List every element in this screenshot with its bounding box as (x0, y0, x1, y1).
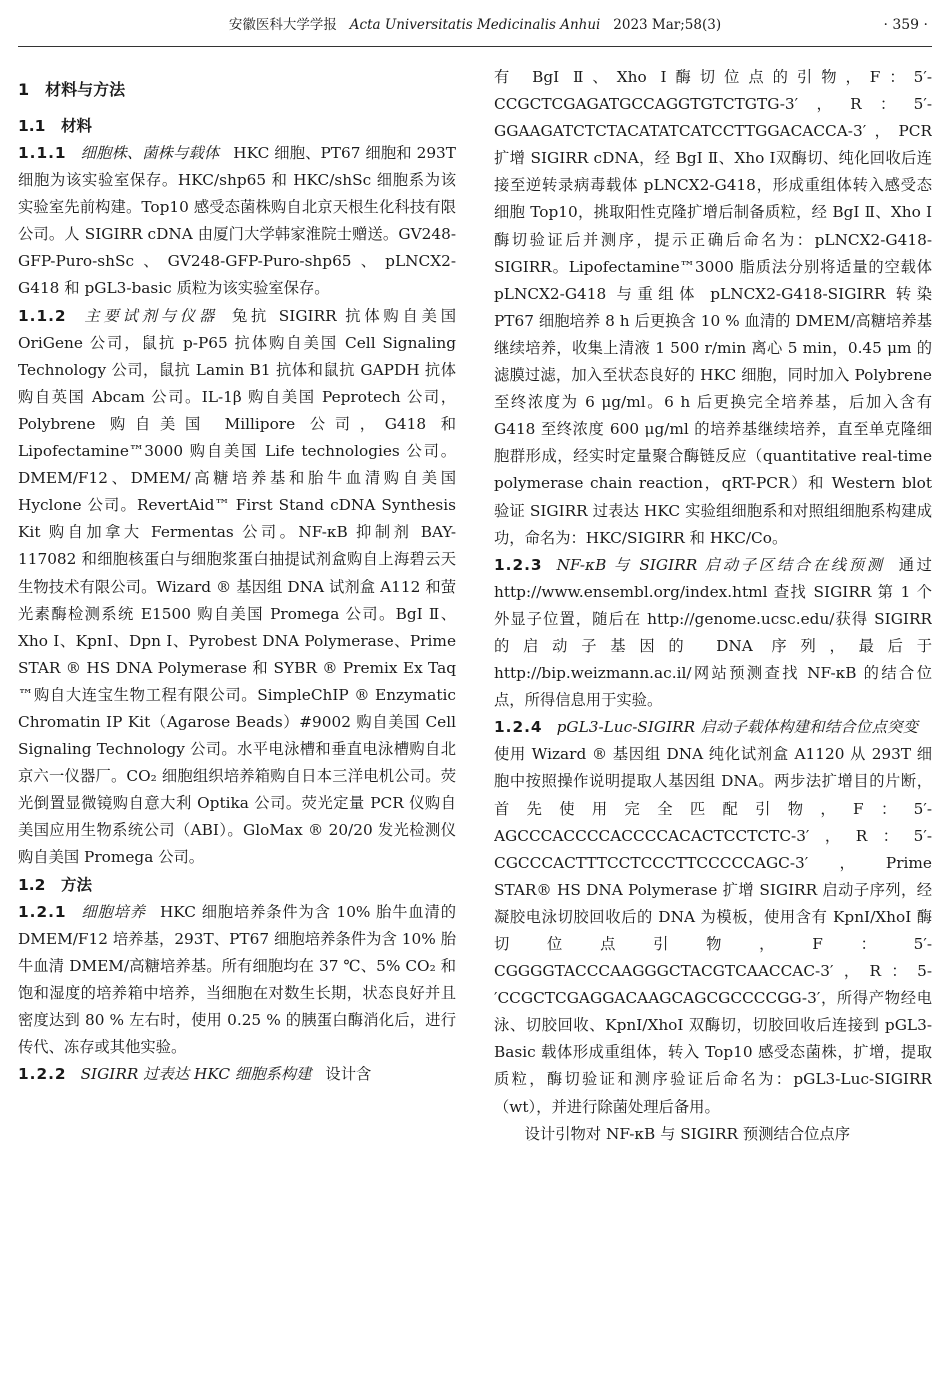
page-header (18, 12, 932, 38)
paragraph-1-1-2 (18, 303, 456, 872)
header-rule (18, 46, 932, 47)
paragraph-1-2-4 (494, 714, 932, 1120)
paragraph-last: 设计引物对 NF-κB 与 SIGIRR 预测结合位点序 (524, 1124, 851, 1143)
subsubsection-number: 1.1.1 (18, 144, 67, 162)
subsubsection-number: 1.2.1 (18, 902, 67, 921)
paragraph-text: 通过 http://www.ensembl.org/index.html 查找 SIGIRR 第 1 个外显子位置，随后在 http://genome.ucsc.edu/获得 SIGIRR 的启动子基因的 DNA 序列，最后于 http://bip.weizmann.ac.il/网站预测查找 NF-κB 的结合位点，所得信息用于实验。 (494, 555, 932, 710)
paragraph-1-2-1 (18, 899, 456, 1062)
subsubsection-number: 1.1.2 (18, 306, 67, 325)
subsubsection-number: 1.2.4 (494, 718, 543, 737)
subsubsection-title: 主要试剂与仪器 (80, 306, 218, 325)
subsubsection-title: 细胞株、菌株与载体 (80, 144, 220, 162)
section-heading-1: 1 材料与方法 (18, 80, 126, 99)
paragraph-1-2-3 (494, 552, 932, 715)
paragraph-text: 设计含 (325, 1065, 372, 1084)
paragraph-text: HKC 细胞培养条件为含 10% 胎牛血清的 DMEM/F12 培养基，293T、PT67 细胞培养条件为含 10% 胎牛血清 DMEM/高糖培养基。所有细胞均在 37 ℃、5% CO₂ 和饱和湿度的培养箱中培养，当细胞在对数生长期，状态良好并且密度达到 80 % 左右时，使用 0.25 % 的胰蛋白酶消化后，进行传代、冻存或其他实验。 (18, 902, 456, 1056)
subsubsection-number: 1.2.3 (494, 555, 543, 574)
paragraph-text: 使用 Wizard ® 基因组 DNA 纯化试剂盒 A1120 从 293T 细胞中按照操作说明提取人基因组 DNA。两步法扩增目的片断，首先使用完全匹配引物，F：5′-AGCCCACCCCACCCCACACTCCTCTC-3′，R：5′-CGCCCACTTTCCTCCCTTCCCCCAGC-3′，Prime STAR® HS DNA Polymerase 扩增 SIGIRR 启动子序列，经凝胶电泳切胶回收后的 DNA 为模板，使用含有 KpnI/XhoI 酶切位点引物，F：5′-CGGGGTACCCAAGGGCTACGTCAACCAC-3′，R：5-′CCGCTCGAGGACAAGCAGCGCCCCGG-3′，所得产物经电泳、切胶回收、KpnI/XhoI 双酶切，切胶回收后连接到 pGL3-Basic 载体形成重组体，转入 Top10 感受态菌株，扩增，提取质粒，酶切验证和测序验证后命名为：pGL3-Luc-SIGIRR（wt），并进行除菌处理后备用。 (494, 745, 932, 1116)
subsection-heading-1-1: 1.1 材料 (18, 117, 92, 135)
page-number: · 359 · (883, 17, 928, 33)
journal-title-en: Acta Universitatis Medicinalis Anhui (349, 17, 601, 33)
paragraph-text: HKC 细胞、PT67 细胞和 293T 细胞为该实验室保存。HKC/shp65 和 HKC/shSc 细胞系为该实验室先前构建。Top10 感受态菌株购自北京天根生化科技有限公司。人 SIGIRR cDNA 由厦门大学韩家淮院士赠送。GV248-GFP-Puro-shSc、GV248-GFP-Puro-shp65、pLNCX2-G418 和 pGL3-basic 质粒为该实验室保存。 (18, 144, 456, 298)
paragraph-1-2-2 (18, 1061, 456, 1088)
subsubsection-title: SIGIRR 过表达 HKC 细胞系构建 (80, 1065, 312, 1084)
running-head (18, 12, 932, 38)
paragraph-1-2-2-continued: 有 BgI Ⅱ、Xho Ⅰ酶切位点的引物，F：5′-CCGCTCGAGATGCCAGGTGTCTGTG-3′，R：5′-GGAAGATCTCTACATATCATCCTTGGACACCA-3′，PCR 扩增 SIGIRR cDNA，经 BgI Ⅱ、Xho Ⅰ双酶切、纯化回收后连接至逆转录病毒载体 pLNCX2-G418，形成重组体转入感受态细胞 Top10，挑取阳性克隆扩增后制备质粒，经 BgI Ⅱ、Xho Ⅰ酶切验证后并测序，提示正确后命名为：pLNCX2-G418-SIGIRR。Lipofectamine™3000 脂质法分别将适量的空载体 pLNCX2-G418 与重组体 pLNCX2-G418-SIGIRR 转染 PT67 细胞培养 8 h 后更换含 10 % 血清的 DMEM/高糖培养基继续培养，收集上清液 1 500 r/min 离心 5 min，0.45 μm 的滤膜过滤，加入至状态良好的 HKC 细胞，同时加入 Polybrene 至终浓度为 6 μg/ml。6 h 后更换完全培养基，后加入含有 G418 至终浓度 600 μg/ml 的培养基继续培养，直至单克隆细胞群形成，经实时定量聚合酶链反应（quantitative real-time polymerase chain reaction，qRT-PCR）和 Western blot 验证 SIGIRR 过表达 HKC 实验组细胞系和对照组细胞系构建成功，命名为：HKC/SIGIRR 和 HKC/Co。 (494, 68, 932, 547)
left-column (18, 64, 456, 1380)
journal-issue: 2023 Mar;58(3) (613, 17, 722, 33)
subsubsection-title: 细胞培养 (80, 902, 146, 921)
subsubsection-number: 1.2.2 (18, 1065, 67, 1084)
subsubsection-title: pGL3-Luc-SIGIRR 启动子载体构建和结合位点突变 (556, 718, 918, 737)
right-column (494, 64, 932, 1380)
journal-title-cn: 安徽医科大学学报 (228, 17, 337, 33)
paragraph-text: 兔抗 SIGIRR 抗体购自美国 OriGene 公司，鼠抗 p-P65 抗体购自美国 Cell Signaling Technology 公司，鼠抗 Lamin B1 抗体和鼠抗 GAPDH 抗体购自英国 Abcam 公司。IL-1β 购自美国 Peprotech 公司，Polybrene 购自美国 Millipore 公司，G418 和 Lipofectamine™3000 购自美国 Life technologies 公司。DMEM/F12、DMEM/高糖培养基和胎牛血清购自美国 Hyclone 公司。RevertAid™ First Stand cDNA Synthesis Kit 购自加拿大 Fermentas 公司。NF-κB 抑制剂 BAY-117082 和细胞核蛋白与细胞浆蛋白抽提试剂盒购自上海碧云天生物技术有限公司。Wizard ® 基因组 DNA 试剂盒 A112 和萤光素酶检测系统 E1500 购自美国 Promega 公司。BgI Ⅱ、Xho Ⅰ、KpnI、Dpn Ⅰ、Pyrobest DNA Polymerase、Prime STAR ® HS DNA Polymerase 和 SYBR ® Premix Ex Taq ™购自大连宝生物工程有限公司。SimpleChIP ® Enzymatic Chromatin IP Kit（Agarose Beads）#9002 购自美国 Cell Signaling Technology 公司。水平电泳槽和垂直电泳槽购自北京六一仪器厂。CO₂ 细胞组织培养箱购自日本三洋电机公司。荧光倒置显微镜购自意大利 Optika 公司。荧光定量 PCR 仪购自美国应用生物系统公司（ABI）。GloMax ® 20/20 发光检测仪购自美国 Promega 公司。 (18, 306, 456, 867)
subsection-heading-1-2: 1.2 方法 (18, 875, 92, 894)
paragraph-1-1-1 (18, 140, 456, 303)
subsubsection-title: NF-κB 与 SIGIRR 启动子区结合在线预测 (556, 555, 885, 574)
